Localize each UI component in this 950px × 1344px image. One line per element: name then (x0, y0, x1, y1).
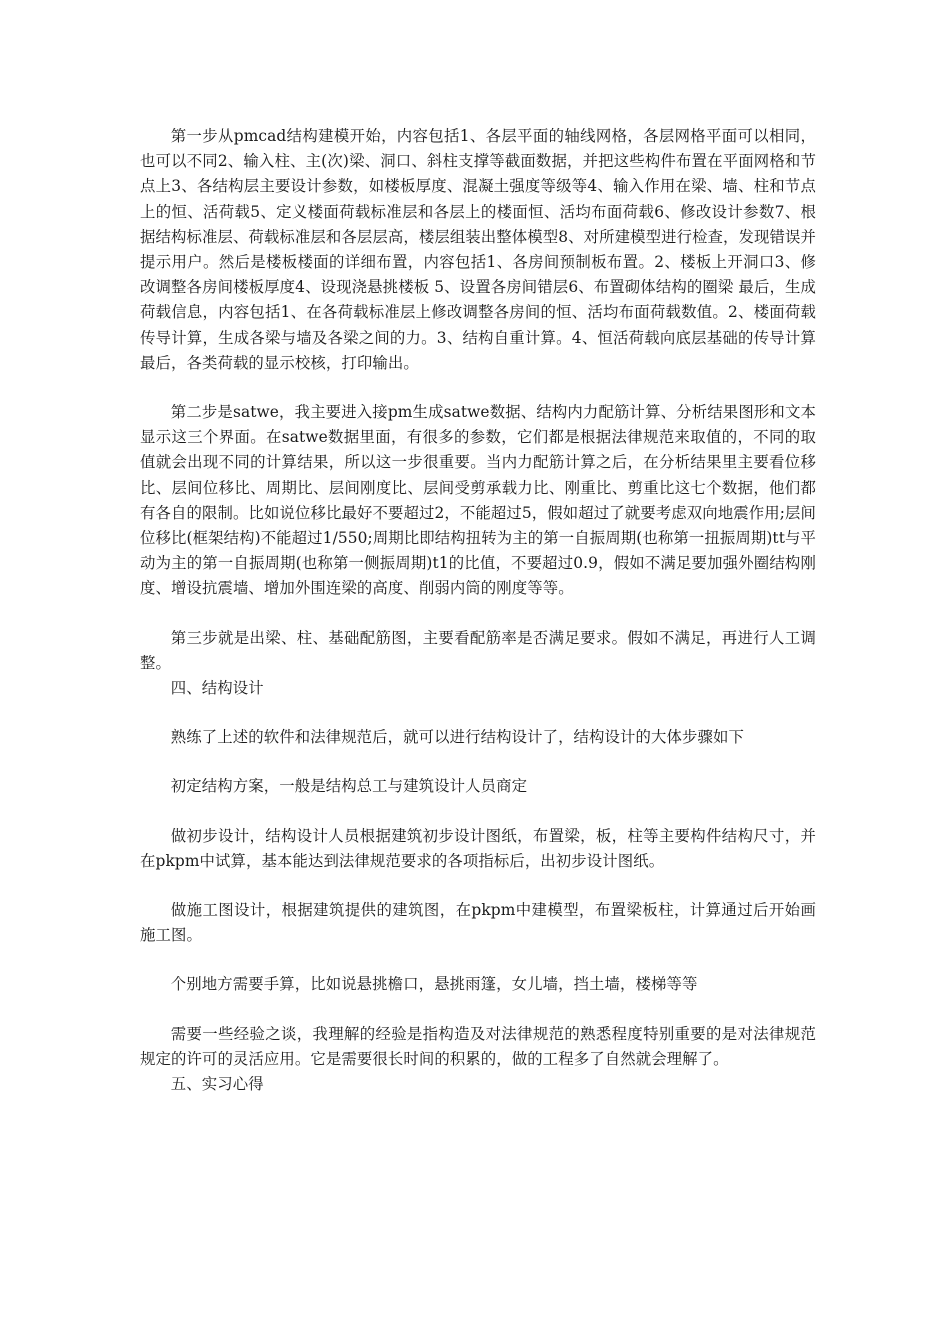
section-heading-internship-reflection: 五、实习心得 (170, 1075, 264, 1094)
paragraph-design-intro: 熟练了上述的软件和法律规范后，就可以进行结构设计了，结构设计的大体步骤如下 (170, 728, 744, 747)
paragraph-experience: 需要一些经验之谈，我理解的经验是指构造及对法律规范的熟悉程度特别重要的是对法律规范规定的许可的灵活应用。它是需要很长时间的积累的，做的工程多了自然就会理解了。 (140, 1024, 816, 1068)
document-body (140, 124, 816, 1097)
section-heading-structural-design: 四、结构设计 (170, 679, 264, 698)
paragraph-manual-calculation: 个别地方需要手算，比如说悬挑檐口，悬挑雨篷，女儿墙，挡土墙，楼梯等等 (170, 975, 698, 994)
paragraph-step-two: 第二步是satwe，我主要进入接pm生成satwe数据、结构内力配筋计算、分析结果图形和文本显示这三个界面。在satwe数据里面，有很多的参数，它们都是根据法律规范来取值的，不同的取值就会出现不同的计算结果，所以这一步很重要。当内力配筋计算之后，在分析结果里主要看位移比、层间位移比、周期比、层间刚度比、层间受剪承载力比、刚重比、剪重比这七个数据，他们都有各自的限制。比如说位移比最好不要超过2，不能超过5，假如超过了就要考虑双向地震作用;层间位移比(框架结构)不能超过1/550;周期比即结构扭转为主的第一自振周期(也称第一扭振周期)tt与平动为主的第一自振周期(也称第一侧振周期)t1的比值，不要超过0.9，假如不满足要加强外圈结构刚度、增设抗震墙、增加外围连梁的高度、削弱内筒的刚度等等。 (140, 403, 816, 598)
paragraph-preliminary-design: 做初步设计，结构设计人员根据建筑初步设计图纸，布置梁，板，柱等主要构件结构尺寸，并在pkpm中试算，基本能达到法律规范要求的各项指标后，出初步设计图纸。 (140, 826, 816, 870)
paragraph-initial-scheme: 初定结构方案，一般是结构总工与建筑设计人员商定 (170, 777, 528, 796)
paragraph-step-one: 第一步从pmcad结构建模开始，内容包括1、各层平面的轴线网格，各层网格平面可以相同，也可以不同2、输入柱、主(次)梁、洞口、斜柱支撑等截面数据，并把这些构件布置在平面网格和节点上3、各结构层主要设计参数，如楼板厚度、混凝土强度等级等4、输入作用在梁、墙、柱和节点上的恒、活荷载5、定义楼面荷载标准层和各层上的楼面恒、活均布面荷载6、修改设计参数7、根据结构标准层、荷载标准层和各层层高，楼层组装出整体模型8、对所建模型进行检查，发现错误并提示用户。然后是楼板楼面的详细布置，内容包括1、各房间预制板布置。2、楼板上开洞口3、修改调整各房间楼板厚度4、设现浇悬挑楼板 5、设置各房间错层6、布置砌体结构的圈梁 最后，生成荷载信息，内容包括1、在各荷载标准层上修改调整各房间的恒、活均布面荷载数值。2、楼面荷载传导计算，生成各梁与墙及各梁之间的力。3、结构自重计算。4、恒活荷载向底层基础的传导计算最后，各类荷载的显示校核，打印输出。 (140, 127, 816, 372)
paragraph-step-three: 第三步就是出梁、柱、基础配筋图，主要看配筋率是否满足要求。假如不满足，再进行人工调整。 (140, 628, 816, 672)
paragraph-construction-drawing: 做施工图设计，根据建筑提供的建筑图，在pkpm中建模型，布置梁板柱，计算通过后开始画施工图。 (140, 901, 816, 945)
